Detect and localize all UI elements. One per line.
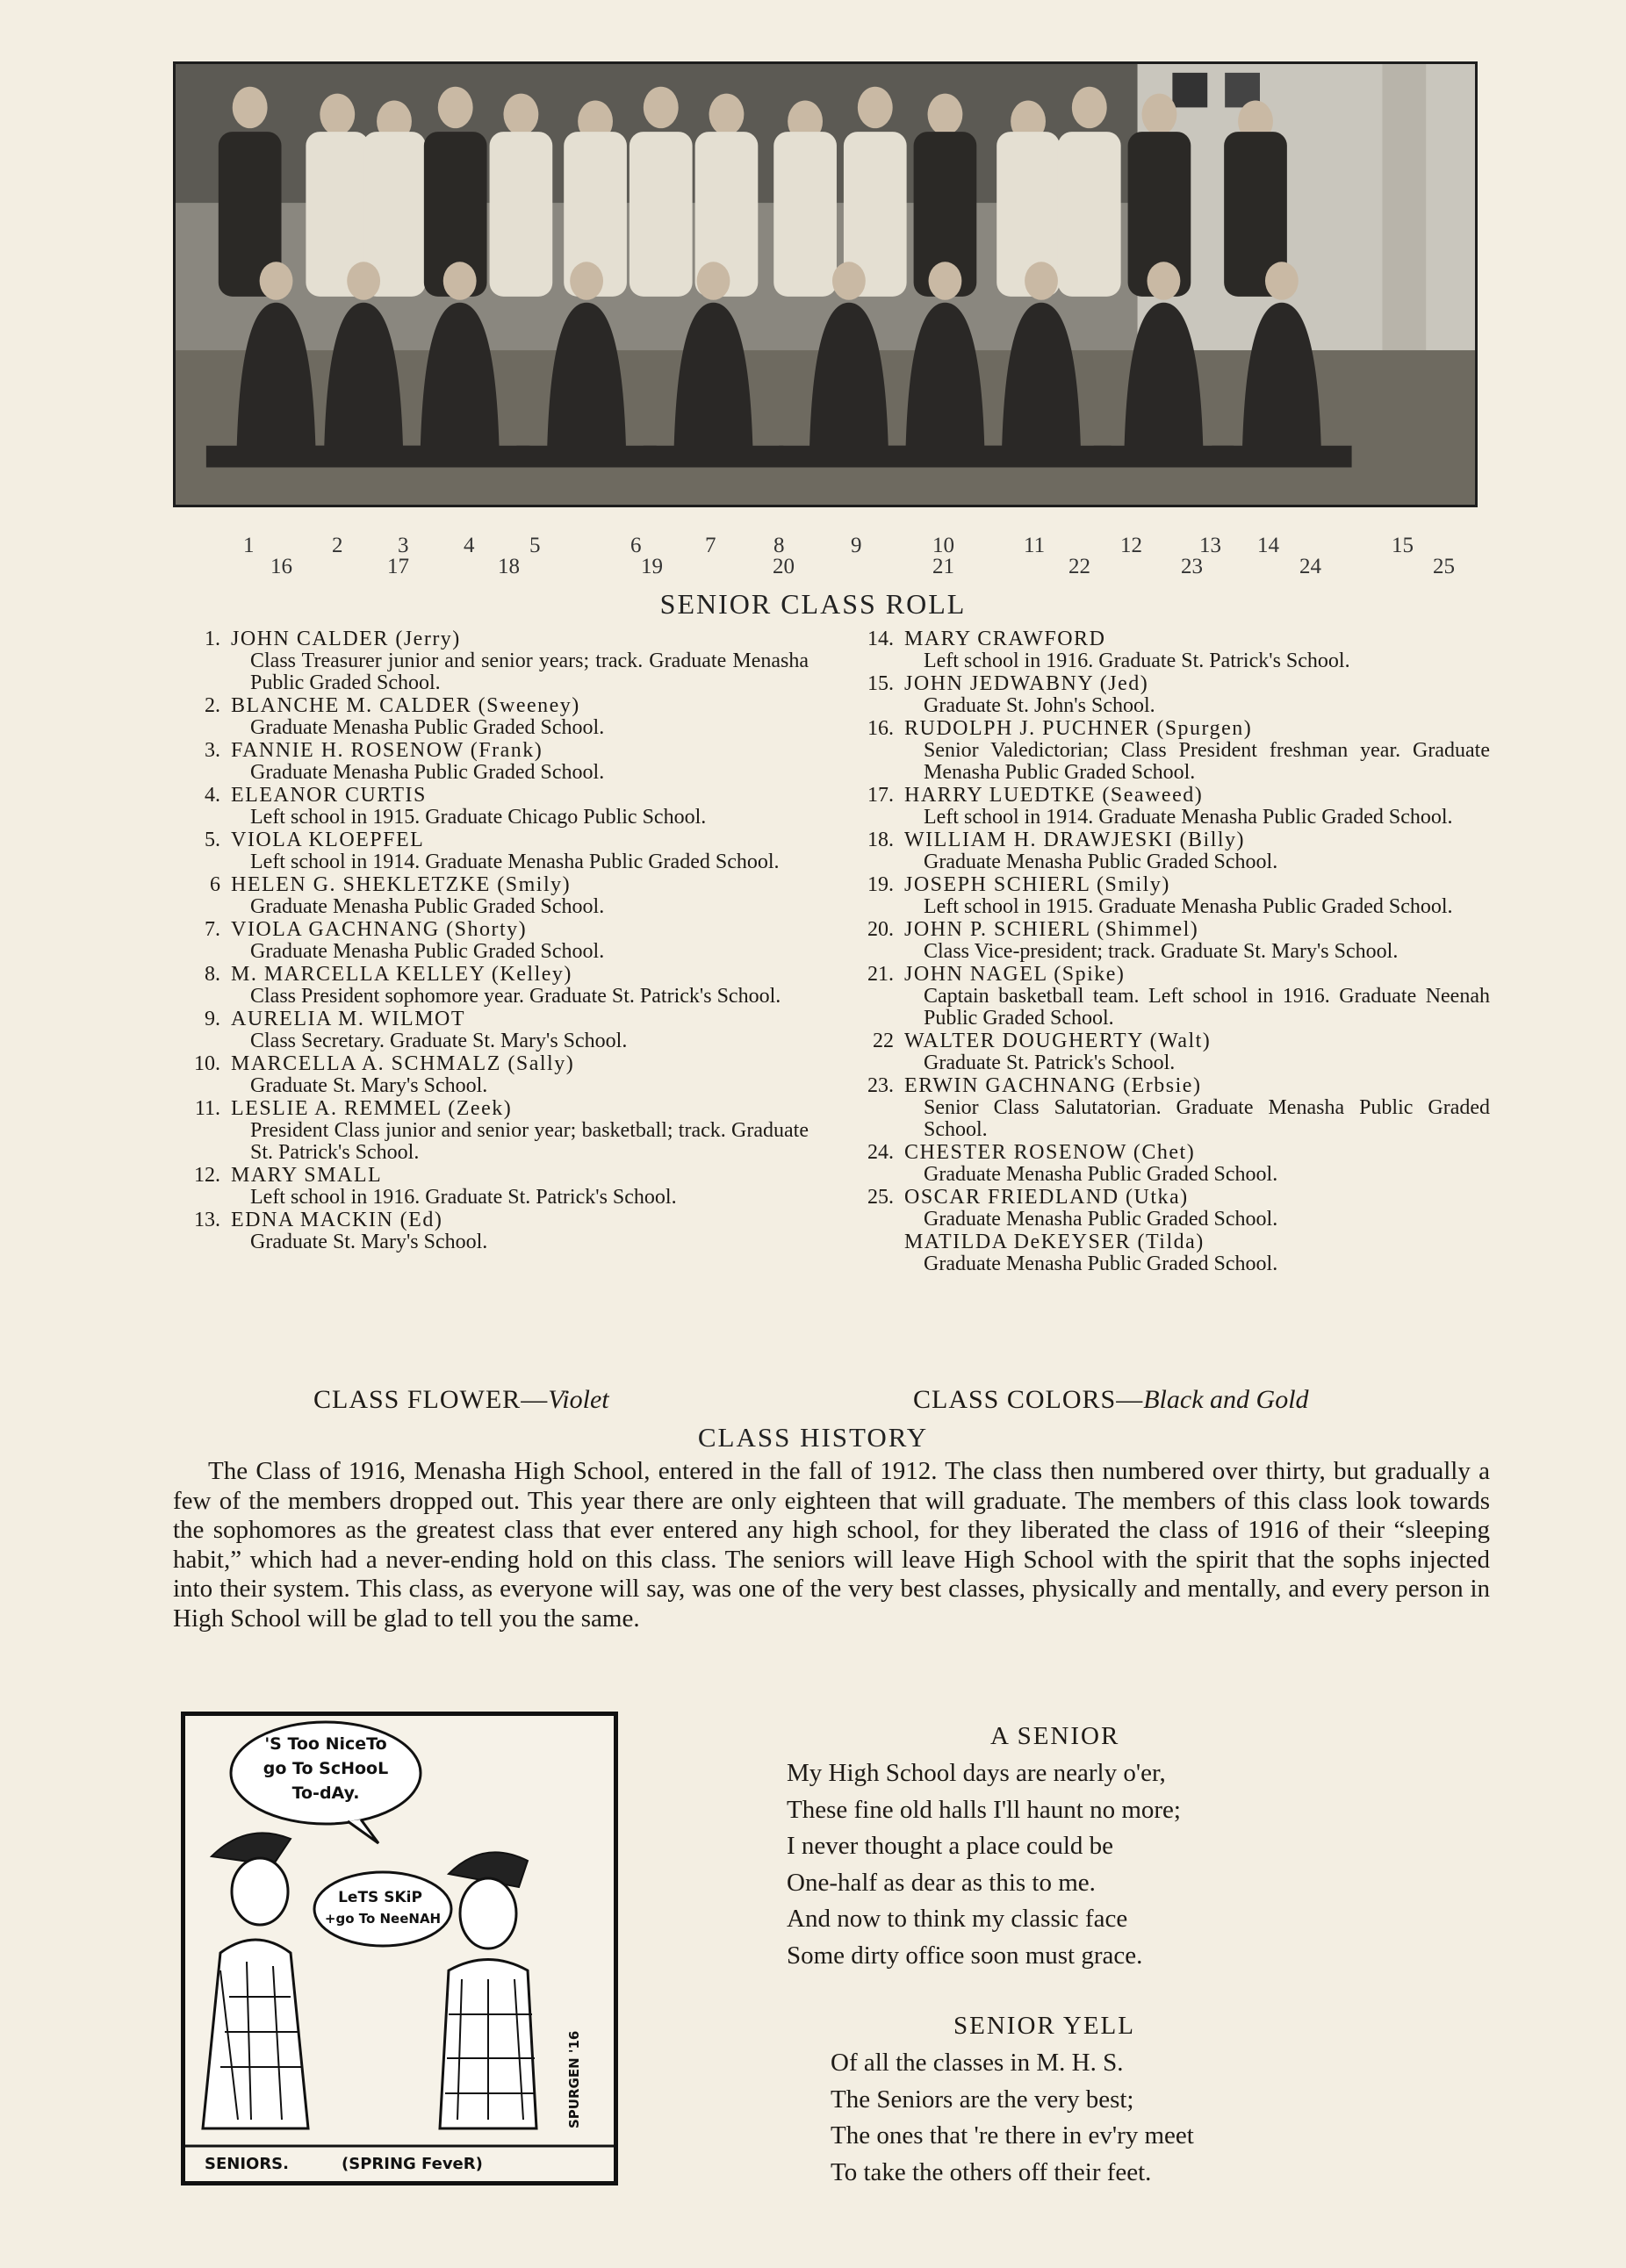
roll-entry-detail: Graduate Menasha Public Graded School. — [924, 1163, 1278, 1186]
roll-entry-name: M. MARCELLA KELLEY (Kelley) — [231, 963, 572, 986]
roll-entry-name: ERWIN GACHNANG (Erbsie) — [904, 1074, 1202, 1097]
poem-line: These fine old halls I'll haunt no more; — [787, 1795, 1181, 1824]
roll-entry-detail: Left school in 1916. Graduate St. Patrick's School. — [924, 650, 1350, 672]
roll-entry — [180, 1209, 809, 1253]
photo-number: 2 — [332, 534, 343, 557]
roll-entry — [180, 1053, 809, 1097]
poem-line: To take the others off their feet. — [831, 2157, 1152, 2186]
roll-entry-detail: Captain basketball team. Left school in 1916. Graduate Neenah Public Graded School. — [924, 985, 1490, 1030]
photo-person-head — [929, 262, 962, 299]
roll-entry-number: 5. — [205, 829, 220, 851]
roll-entry-number: 23. — [867, 1074, 894, 1097]
roll-entry-detail: Class President sophomore year. Graduate St. Patrick's School. — [250, 985, 781, 1008]
roll-entry-number: 19. — [867, 873, 894, 896]
roll-entry — [853, 1030, 1490, 1074]
photo-person-head — [709, 94, 745, 135]
roll-entry-name: JOHN JEDWABNY (Jed) — [904, 672, 1149, 695]
roll-column-left — [180, 628, 809, 1254]
poem-line: The Seniors are the very best; — [831, 2085, 1134, 2114]
photo-number: 10 — [932, 534, 954, 557]
roll-entry — [853, 1231, 1490, 1275]
photo-number: 11 — [1024, 534, 1046, 557]
roll-entry — [180, 964, 809, 1008]
roll-entry-detail: Graduate Menasha Public Graded School. — [250, 895, 605, 918]
roll-entry-number: 8. — [205, 963, 220, 986]
photo-person-head — [1142, 94, 1177, 135]
class-history-title: CLASS HISTORY — [697, 1422, 929, 1453]
photo-number: 9 — [851, 534, 862, 557]
photo-number: 7 — [705, 534, 716, 557]
roll-entry-name: JOHN NAGEL (Spike) — [904, 963, 1126, 986]
photo-person-body — [773, 132, 837, 297]
roll-entry-detail: Graduate Menasha Public Graded School. — [924, 1252, 1278, 1275]
roll-entry-name: MARCELLA A. SCHMALZ (Sally) — [231, 1052, 575, 1075]
roll-entry — [853, 1075, 1490, 1141]
senior-yell-title: SENIOR YELL — [953, 2012, 1135, 2040]
poem-line: One-half as dear as this to me. — [787, 1868, 1096, 1897]
class-colors-value: Black and Gold — [1143, 1385, 1309, 1414]
roll-entry-number: 6 — [210, 873, 220, 896]
roll-entry — [180, 919, 809, 963]
poem-line: The ones that 're there in ev'ry meet — [831, 2121, 1194, 2150]
photo-person-head — [320, 94, 355, 135]
photo-person-head — [1265, 262, 1299, 299]
class-colors — [913, 1385, 1309, 1415]
roll-entry-detail: Left school in 1914. Graduate Menasha Public Graded School. — [250, 850, 780, 873]
photo-person-head — [1148, 262, 1181, 299]
roll-entry-number: 11. — [194, 1097, 220, 1120]
roll-entry-name: JOHN CALDER (Jerry) — [231, 628, 461, 650]
photo-number: 20 — [773, 555, 795, 578]
roll-entry-detail: Left school in 1914. Graduate Menasha Public Graded School. — [924, 806, 1453, 829]
bubble-mid-line: +go To NeeNAH — [324, 1911, 442, 1927]
photo-number: 6 — [630, 534, 642, 557]
poem-line: And now to think my classic face — [787, 1905, 1128, 1933]
roll-entry-number: 20. — [867, 918, 894, 941]
photo-number: 16 — [270, 555, 292, 578]
photo-person-head — [832, 262, 866, 299]
class-photograph-image — [176, 64, 1475, 505]
roll-entry — [180, 695, 809, 739]
roll-entry-detail: Graduate St. Mary's School. — [250, 1074, 488, 1097]
roll-entry-name: CHESTER ROSENOW (Chet) — [904, 1141, 1196, 1164]
roll-entry-name: EDNA MACKIN (Ed) — [231, 1209, 443, 1231]
roll-entry — [853, 718, 1490, 784]
roll-entry-detail: Graduate Menasha Public Graded School. — [250, 940, 605, 963]
roll-entry-number: 25. — [867, 1186, 894, 1209]
roll-entry — [180, 785, 809, 829]
photo-number: 18 — [498, 555, 520, 578]
photo-number: 21 — [932, 555, 954, 578]
roll-entry — [853, 964, 1490, 1030]
poem-line: I never thought a place could be — [787, 1832, 1114, 1860]
photo-number: 1 — [243, 534, 255, 557]
roll-entry-detail: Class Treasurer junior and senior years; track. Graduate Menasha Public Graded School. — [250, 650, 809, 694]
photo-person-head — [1072, 87, 1107, 128]
photo-person-head — [260, 262, 293, 299]
poem-line: My High School days are nearly o'er, — [787, 1759, 1166, 1787]
roll-entry-number: 3. — [205, 739, 220, 762]
roll-entry-detail: Graduate Menasha Public Graded School. — [250, 716, 605, 739]
roll-entry-name: MARY CRAWFORD — [904, 628, 1106, 650]
photo-number: 8 — [773, 534, 785, 557]
roll-entry-name: OSCAR FRIEDLAND (Utka) — [904, 1186, 1189, 1209]
roll-entry-number: 2. — [205, 694, 220, 717]
roll-entry-name: WILLIAM H. DRAWJESKI (Billy) — [904, 829, 1246, 851]
roll-entry-number: 1. — [205, 628, 220, 650]
photo-number: 22 — [1068, 555, 1090, 578]
photo-number: 19 — [641, 555, 663, 578]
roll-entry-name: ELEANOR CURTIS — [231, 784, 427, 807]
photo-person-head — [644, 87, 679, 128]
roll-entry — [180, 740, 809, 784]
cartoon-caption-left: SENIORS. — [205, 2155, 289, 2173]
bubble-top-line: 'S Too NiceTo — [264, 1734, 387, 1754]
roll-entry-name: JOSEPH SCHIERL (Smily) — [904, 873, 1170, 896]
roll-entry-detail: Senior Valedictorian; Class President freshman year. Graduate Menasha Public Graded School. — [924, 739, 1490, 784]
poem-senior — [787, 1755, 1181, 1974]
roll-entry — [180, 1008, 809, 1052]
class-flower-label: CLASS FLOWER— — [313, 1385, 549, 1414]
photo-person-body — [1058, 132, 1121, 297]
roll-entry — [853, 673, 1490, 717]
photo-person-head — [233, 87, 268, 128]
roll-entry-name: VIOLA GACHNANG (Shorty) — [231, 918, 528, 941]
roll-entry — [180, 874, 809, 918]
roll-entry-name: RUDOLPH J. PUCHNER (Spurgen) — [904, 717, 1253, 740]
photo-number-row-bottom — [0, 555, 1626, 585]
roll-entry — [853, 919, 1490, 963]
speech-bubble-middle — [314, 1872, 451, 1946]
photo-number: 12 — [1120, 534, 1142, 557]
roll-entry-number: 10. — [194, 1052, 220, 1075]
roll-entry-name: VIOLA KLOEPFEL — [231, 829, 425, 851]
photo-number: 24 — [1299, 555, 1321, 578]
roll-entry-number: 4. — [205, 784, 220, 807]
roll-entry — [853, 1142, 1490, 1186]
roll-entry-number: 21. — [867, 963, 894, 986]
photo-number: 5 — [529, 534, 541, 557]
poem-senior-title: A SENIOR — [990, 1722, 1120, 1750]
class-photograph — [173, 61, 1478, 507]
roll-entry — [180, 829, 809, 873]
roll-entry-number: 9. — [205, 1008, 220, 1030]
photo-number: 4 — [464, 534, 475, 557]
roll-entry-name: AURELIA M. WILMOT — [231, 1008, 466, 1030]
roll-entry-detail: Class Vice-president; track. Graduate St. Mary's School. — [924, 940, 1399, 963]
roll-entry — [853, 1187, 1490, 1231]
bubble-top-line: go To ScHooL — [263, 1759, 389, 1778]
photo-person-body — [630, 132, 693, 297]
roll-entry-detail: Left school in 1915. Graduate Chicago Public School. — [250, 806, 707, 829]
roll-entry-number: 14. — [867, 628, 894, 650]
roll-entry-number: 15. — [867, 672, 894, 695]
photo-number: 15 — [1392, 534, 1414, 557]
roll-entry-detail: Graduate St. Mary's School. — [250, 1231, 488, 1253]
senior-class-roll-title: SENIOR CLASS ROLL — [659, 588, 967, 620]
photo-person-head — [928, 94, 963, 135]
roll-entry-number: 13. — [194, 1209, 220, 1231]
left-student-figure — [203, 1833, 308, 2128]
artist-signature: SPURGEN '16 — [566, 2030, 582, 2128]
photo-number: 25 — [1433, 555, 1455, 578]
roll-entry-name: JOHN P. SCHIERL (Shimmel) — [904, 918, 1199, 941]
roll-entry — [853, 785, 1490, 829]
photo-person-head — [1025, 262, 1058, 299]
roll-entry — [180, 628, 809, 694]
bubble-top-line: To-dAy. — [291, 1784, 360, 1803]
roll-column-right — [853, 628, 1490, 1276]
roll-entry-name: MARY SMALL — [231, 1164, 383, 1187]
roll-entry-name: BLANCHE M. CALDER (Sweeney) — [231, 694, 580, 717]
roll-entry-number: 22 — [873, 1030, 894, 1052]
roll-entry-name: WALTER DOUGHERTY (Walt) — [904, 1030, 1212, 1052]
roll-entry — [853, 874, 1490, 918]
roll-entry-detail: Graduate Menasha Public Graded School. — [250, 761, 605, 784]
class-history-text: The Class of 1916, Menasha High School, entered in the fall of 1912. The class then numbered over thirty, but gradually a few of the members dropped out. This year there are only eighteen that will graduate. The members of this class look towards the sophomores as the greatest class that ever entered any high school, for they liberated the class of 1916 of their “sleeping habit,” which had a never-ending hold on this class. The seniors will leave High School with the spirit that the sophs injected into their system. This class, as everyone will say, was one of the very best classes, physically and mentally, and every person in High School will be glad to tell you the same. — [173, 1457, 1490, 1633]
roll-entry-name: HELEN G. SHEKLETZKE (Smily) — [231, 873, 572, 896]
senior-yell — [831, 2045, 1194, 2191]
roll-entry — [853, 628, 1490, 672]
roll-entry-detail: Graduate St. Patrick's School. — [924, 1051, 1176, 1074]
right-student-figure — [440, 1852, 536, 2128]
photo-person-head — [503, 94, 538, 135]
roll-entry-detail: Graduate Menasha Public Graded School. — [924, 850, 1278, 873]
class-flower-value: Violet — [548, 1385, 609, 1414]
roll-entry — [180, 1165, 809, 1209]
roll-entry — [853, 829, 1490, 873]
photo-person-body — [490, 132, 553, 297]
class-colors-label: CLASS COLORS— — [913, 1385, 1144, 1414]
roll-entry-detail: Class Secretary. Graduate St. Mary's School. — [250, 1030, 628, 1052]
photo-person-head — [438, 87, 473, 128]
photo-number: 17 — [387, 555, 409, 578]
roll-entry-detail: Graduate St. John's School. — [924, 694, 1155, 717]
photo-number: 13 — [1199, 534, 1221, 557]
roll-entry-name: FANNIE H. ROSENOW (Frank) — [231, 739, 543, 762]
roll-entry-detail: Senior Class Salutatorian. Graduate Menasha Public Graded School. — [924, 1096, 1490, 1141]
photo-number: 3 — [398, 534, 409, 557]
roll-entry-name: HARRY LUEDTKE (Seaweed) — [904, 784, 1204, 807]
cartoon-caption-right: (SPRING FeveR) — [342, 2155, 483, 2173]
roll-entry-name: LESLIE A. REMMEL (Zeek) — [231, 1097, 513, 1120]
roll-entry-number: 12. — [194, 1164, 220, 1187]
cartoon-drawing — [185, 1716, 614, 2181]
roll-entry-number: 24. — [867, 1141, 894, 1164]
roll-entry-detail: President Class junior and senior year; basketball; track. Graduate St. Patrick's School. — [250, 1119, 809, 1164]
class-flower — [313, 1385, 609, 1415]
roll-entry-detail: Left school in 1915. Graduate Menasha Public Graded School. — [924, 895, 1453, 918]
poem-line: Some dirty office soon must grace. — [787, 1941, 1143, 1970]
roll-entry-name: MATILDA DeKEYSER (Tilda) — [904, 1231, 1205, 1253]
roll-entry-number: 18. — [867, 829, 894, 851]
roll-entry-number: 7. — [205, 918, 220, 941]
poem-line: Of all the classes in M. H. S. — [831, 2049, 1124, 2077]
photo-person-head — [570, 262, 603, 299]
photo-person-head — [697, 262, 730, 299]
roll-entry-detail: Left school in 1916. Graduate St. Patrick's School. — [250, 1186, 677, 1209]
roll-entry-number: 16. — [867, 717, 894, 740]
photo-person-head — [347, 262, 380, 299]
roll-entry — [180, 1098, 809, 1164]
bubble-mid-line: LeTS SKiP — [338, 1889, 422, 1906]
roll-entry-number: 17. — [867, 784, 894, 807]
photo-person-head — [443, 262, 477, 299]
photo-number: 14 — [1257, 534, 1279, 557]
roll-entry-detail: Graduate Menasha Public Graded School. — [924, 1208, 1278, 1231]
photo-person-head — [858, 87, 893, 128]
photo-number: 23 — [1181, 555, 1203, 578]
cartoon-illustration — [181, 1712, 618, 2185]
